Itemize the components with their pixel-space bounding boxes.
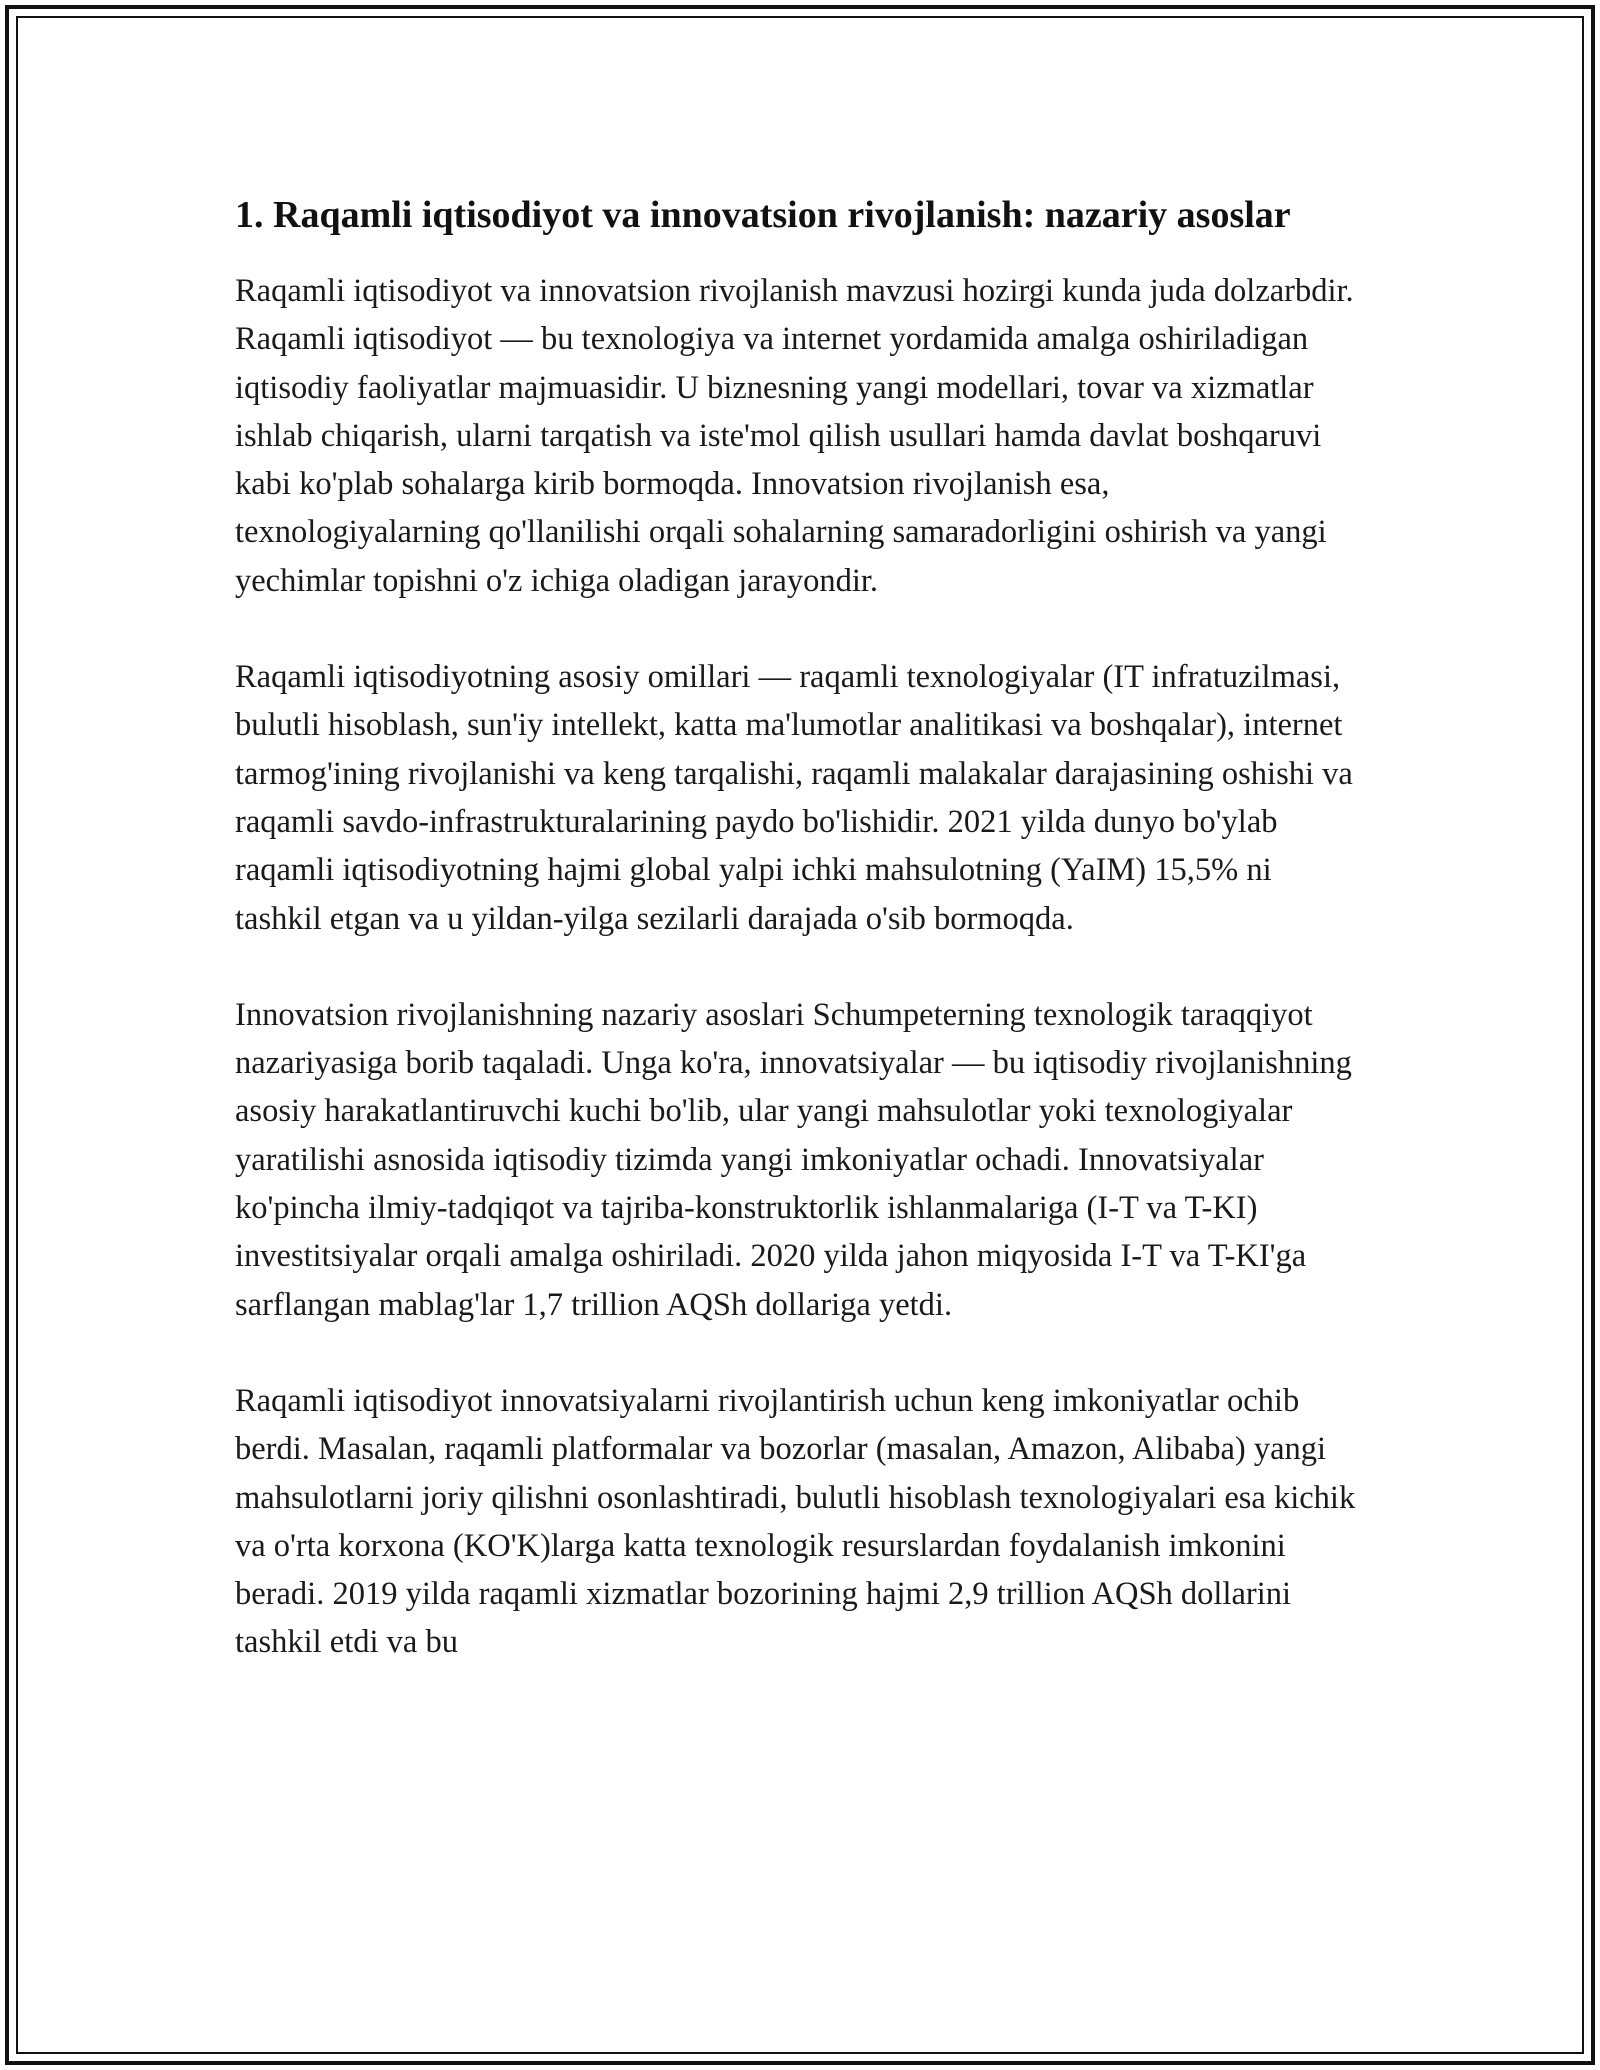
paragraph-3: Innovatsion rivojlanishning nazariy asoslari Schumpeterning texnologik taraqqiyot nazariyasiga borib taqaladi. Unga ko'ra, innovatsiyalar — bu iqtisodiy rivojlanishning asosiy harakatlantiruvchi kuchi bo'lib, ular yangi mahsulotlar yoki texnologiyalar yaratilishi asnosida iqtisodiy tizimda yangi imkoniyatlar ochadi. Innovatsiyalar ko'pincha ilmiy-tadqiqot va tajriba-konstruktorlik ishlanmalariga (I-T va T-KI) investitsiyalar orqali amalga oshiriladi. 2020 yilda jahon miqyosida I-T va T-KI'ga sarflangan mablag'lar 1,7 trillion AQSh dollariga yetdi. (235, 996, 1352, 1323)
paragraph-1: Raqamli iqtisodiyot va innovatsion rivojlanish mavzusi hozirgi kunda juda dolzarbdir. Raqamli iqtisodiyot — bu texnologiya va internet yordamida amalga oshiriladigan iqtisodiy faoliyatlar majmuasidir. U biznesning yangi modellari, tovar va xizmatlar ishlab chiqarish, ularni tarqatish va iste'mol qilish usullari hamda davlat boshqaruvi kabi ko'plab sohalarga kirib bormoqda. Innovatsion rivojlanish esa, texnologiyalarning qo'llanilishi orqali sohalarning samaradorligini oshirish va yangi yechimlar topishni o'z ichiga oladigan jarayondir. (235, 273, 1354, 599)
paragraph-2: Raqamli iqtisodiyotning asosiy omillari — raqamli texnologiyalar (IT infratuzilmasi, bulutli hisoblash, sun'iy intellekt, katta ma'lumotlar analitikasi va boshqalar), internet tarmog'ining rivojlanishi va keng tarqalishi, raqamli malakalar darajasining oshishi va raqamli savdo-infrastrukturalarining paydo bo'lishidir. 2021 yilda dunyo bo'ylab raqamli iqtisodiyotning hajmi global yalpi ichki mahsulotning (YaIM) 15,5% ni tashkil etgan va u yildan-yilga sezilarli darajada o'sib bormoqda. (235, 659, 1353, 937)
section-title: 1. Raqamli iqtisodiyot va innovatsion rivojlanish: nazariy asoslar (235, 194, 1291, 236)
paragraph-4: Raqamli iqtisodiyot innovatsiyalarni rivojlantirish uchun keng imkoniyatlar ochib berdi. Masalan, raqamli platformalar va bozorlar (masalan, Amazon, Alibaba) yangi mahsulotlarni joriy qilishni osonlashtiradi, bulutli hisoblash texnologiyalari esa kichik va o'rta korxona (KO'K)larga katta texnologik resurslardan foydalanish imkonini beradi. 2019 yilda raqamli xizmatlar bozorining hajmi 2,9 trillion AQSh dollarini tashkil etdi va bu (235, 1382, 1356, 1661)
document-body (235, 188, 1360, 1715)
